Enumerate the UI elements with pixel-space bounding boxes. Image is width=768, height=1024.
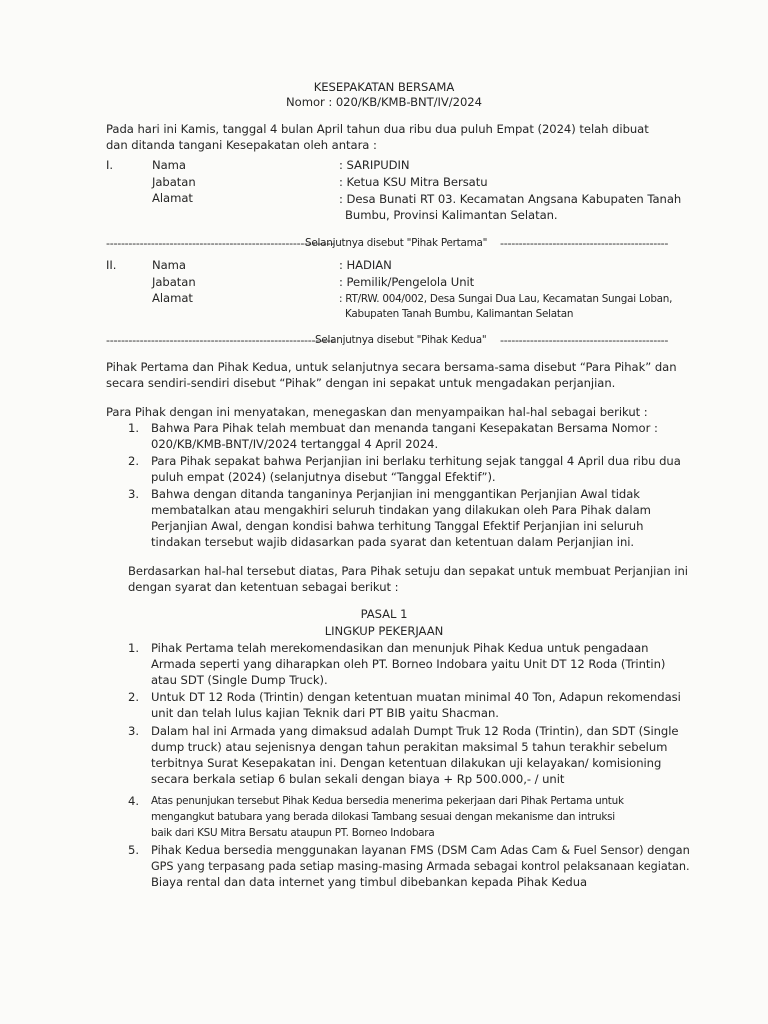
statement-item-line: membatalkan atau mengakhiri seluruh tindakan yang dilakukan oleh Para Pihak dalam bbox=[151, 503, 651, 517]
party2-caption: Selanjutnya disebut "Pihak Kedua" bbox=[315, 334, 487, 346]
party1-caption: Selanjutnya disebut "Pihak Pertama" bbox=[305, 237, 488, 249]
statement-item-number: 1. bbox=[128, 421, 139, 435]
party2-label-name: Nama bbox=[152, 258, 186, 272]
party2-position: : Pemilik/Pengelola Unit bbox=[339, 275, 475, 289]
party1-address-line-2: Bumbu, Provinsi Kalimantan Selatan. bbox=[345, 208, 558, 222]
para-pihak-line-1: Pihak Pertama dan Pihak Kedua, untuk selanjutnya secara bersama-sama disebut “Para Pihak” dan bbox=[106, 360, 677, 374]
statement-item-line: Perjanjian Awal, dengan kondisi bahwa terhitung Tanggal Efektif Perjanjian ini seluruh bbox=[151, 519, 644, 533]
party2-label-position: Jabatan bbox=[152, 275, 196, 289]
party1-label-name: Nama bbox=[152, 158, 186, 172]
statement-item-number: 3. bbox=[128, 487, 139, 501]
statement-item-line: tindakan tersebut wajib didasarkan pada syarat dan ketentuan dalam Perjanjian ini. bbox=[151, 535, 635, 549]
pasal-item-line: Armada seperti yang diharapkan oleh PT. Borneo Indobara yaitu Unit DT 12 Roda (Trintin) bbox=[151, 657, 666, 671]
party2-address-line-2: Kabupaten Tanah Bumbu, Kalimantan Selatan bbox=[345, 308, 574, 320]
para-pihak-line-2: secara sendiri-sendiri disebut “Pihak” dengan ini sepakat untuk mengadakan perjanjian. bbox=[106, 376, 616, 390]
pasal-item-number: 4. bbox=[128, 794, 139, 808]
based-on-line-2: dengan syarat dan ketentuan sebagai berikut : bbox=[128, 580, 399, 594]
party1-address-line-1: : Desa Bunati RT 03. Kecamatan Angsana Kabupaten Tanah bbox=[339, 192, 682, 206]
pasal-item-line: Pihak Kedua bersedia menggunakan layanan FMS (DSM Cam Adas Cam & Fuel Sensor) dengan bbox=[151, 843, 690, 857]
pasal-item-line: atau SDT (Single Dump Truck). bbox=[151, 673, 328, 687]
statement-item-line: Bahwa dengan ditanda tanganinya Perjanjian ini menggantikan Perjanjian Awal tidak bbox=[151, 487, 640, 501]
intro-line-2: dan ditanda tangani Kesepakatan oleh antara : bbox=[106, 138, 377, 152]
pasal-item-line: baik dari KSU Mitra Bersatu ataupun PT. Borneo Indobara bbox=[151, 827, 435, 839]
document-title: KESEPAKATAN BERSAMA bbox=[313, 80, 455, 94]
statement-item-line: Para Pihak sepakat bahwa Perjanjian ini berlaku terhitung sejak tanggal 4 April dua ribu dua bbox=[151, 454, 681, 468]
based-on-line-1: Berdasarkan hal-hal tersebut diatas, Para Pihak setuju dan sepakat untuk membuat Perjanjian ini bbox=[128, 564, 688, 578]
pasal-item-line: Biaya rental dan data internet yang timbul dibebankan kepada Pihak Kedua bbox=[151, 875, 588, 889]
pasal-subtitle: LINGKUP PEKERJAAN bbox=[324, 624, 444, 638]
statement-item-line: 020/KB/KMB-BNT/IV/2024 tertanggal 4 April 2024. bbox=[151, 437, 439, 451]
pasal-item-line: Atas penunjukan tersebut Pihak Kedua bersedia menerima pekerjaan dari Pihak Pertama untuk bbox=[151, 795, 624, 807]
party1-numeral: I. bbox=[106, 158, 114, 172]
party1-name: : SARIPUDIN bbox=[339, 158, 410, 172]
party2-numeral: II. bbox=[106, 258, 117, 272]
pasal-item-number: 5. bbox=[128, 843, 139, 857]
party2-address-line-1: : RT/RW. 004/002, Desa Sungai Dua Lau, Kecamatan Sungai Loban, bbox=[339, 293, 673, 305]
pasal-item-line: Dalam hal ini Armada yang dimaksud adalah Dumpt Truk 12 Roda (Trintin), dan SDT (Single bbox=[151, 724, 679, 738]
divider-dashes-right: --------------------------------------------- bbox=[500, 237, 669, 250]
pasal-item-line: terbitnya Surat Kesepakatan ini. Dengan ketentuan dilakukan uji kelayakan/ komisioning bbox=[151, 756, 662, 770]
pasal-item-line: unit dan telah lulus kajian Teknik dari PT BIB yaitu Shacman. bbox=[151, 706, 499, 720]
pasal-item-number: 2. bbox=[128, 690, 139, 704]
pasal-title: PASAL 1 bbox=[360, 607, 408, 621]
party1-position: : Ketua KSU Mitra Bersatu bbox=[339, 175, 488, 189]
statement-item-line: puluh empat (2024) (selanjutnya disebut “Tanggal Efektif”). bbox=[151, 470, 496, 484]
document-number: Nomor : 020/KB/KMB-BNT/IV/2024 bbox=[286, 95, 482, 109]
statement-item-number: 2. bbox=[128, 454, 139, 468]
pasal-item-line: Pihak Pertama telah merekomendasikan dan menunjuk Pihak Kedua untuk pengadaan bbox=[151, 641, 649, 655]
pasal-item-line: Untuk DT 12 Roda (Trintin) dengan ketentuan muatan minimal 40 Ton, Adapun rekomendasi bbox=[151, 690, 681, 704]
party2-label-address: Alamat bbox=[152, 291, 193, 305]
pasal-item-line: dump truck) atau sejenisnya dengan tahun perakitan maksimal 5 tahun terakhir sebelum bbox=[151, 740, 668, 754]
divider-dashes-left: ------------------------------------------------------------- bbox=[106, 334, 334, 347]
statement-item-line: Bahwa Para Pihak telah membuat dan menanda tangani Kesepakatan Bersama Nomor : bbox=[151, 421, 658, 435]
pasal-item-line: secara berkala setiap 6 bulan sekali dengan biaya + Rp 500.000,- / unit bbox=[151, 772, 565, 786]
party1-label-address: Alamat bbox=[152, 191, 193, 205]
intro-line-1: Pada hari ini Kamis, tanggal 4 bulan April tahun dua ribu dua puluh Empat (2024) telah dibuat bbox=[106, 122, 649, 136]
divider-dashes-right: --------------------------------------------- bbox=[500, 334, 669, 347]
party1-label-position: Jabatan bbox=[152, 175, 196, 189]
pasal-item-number: 3. bbox=[128, 724, 139, 738]
pasal-item-line: GPS yang terpasang pada setiap masing-masing Armada sebagai kontrol pelaksanaan kegiatan. bbox=[151, 859, 690, 873]
statement-intro: Para Pihak dengan ini menyatakan, menegaskan dan menyampaikan hal-hal sebagai berikut : bbox=[106, 405, 648, 419]
pasal-item-line: mengangkut batubara yang berada dilokasi Tambang sesuai dengan mekanisme dan intruksi bbox=[151, 811, 615, 823]
pasal-item-number: 1. bbox=[128, 641, 139, 655]
divider-dashes-left: ------------------------------------------------------------- bbox=[106, 237, 334, 250]
party2-name: : HADIAN bbox=[339, 258, 392, 272]
